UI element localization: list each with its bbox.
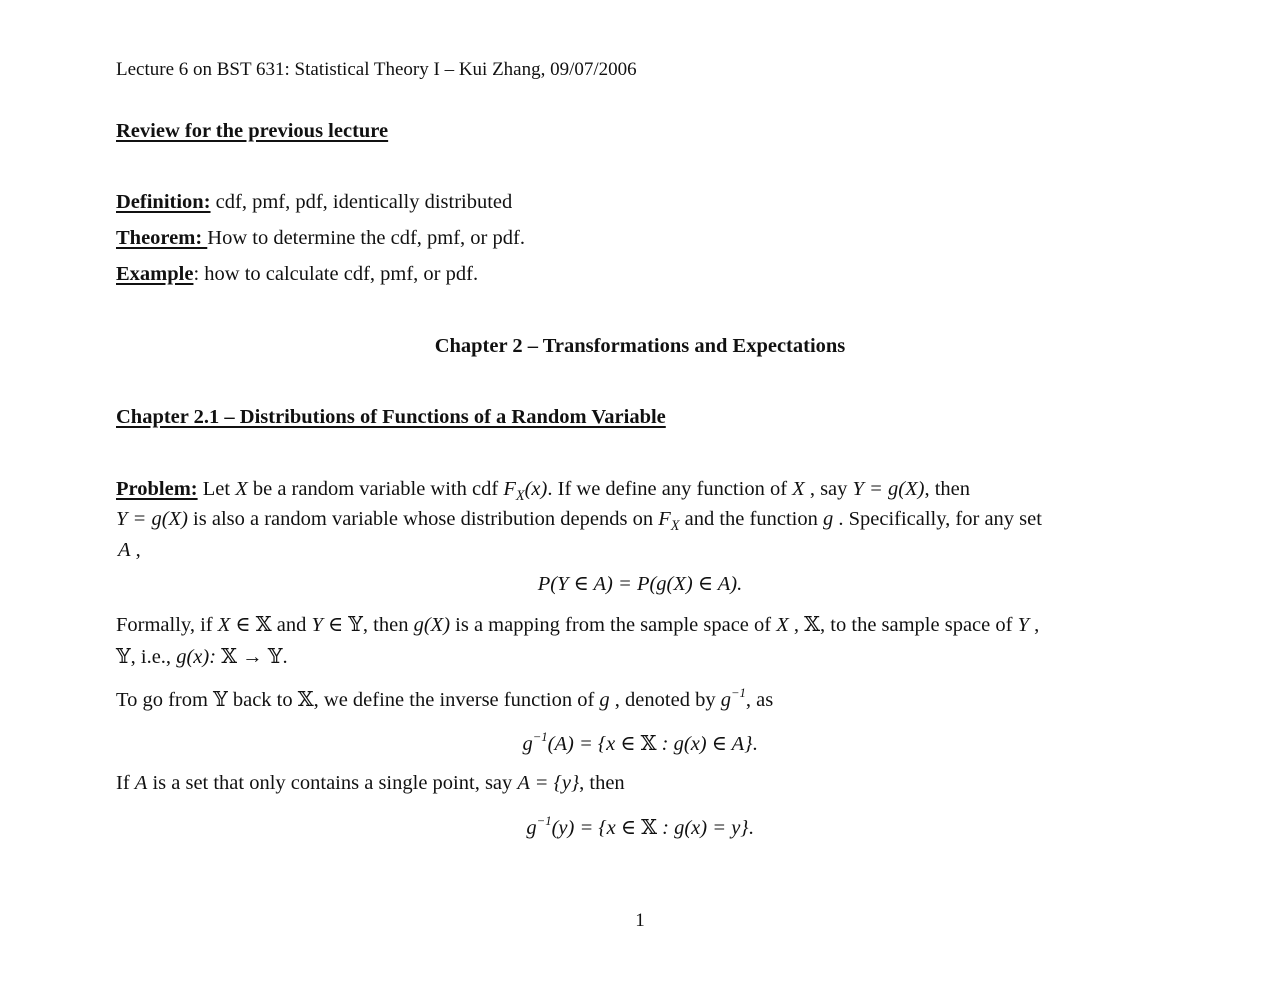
equation-probability: P(Y ∈ A) = P(g(X) ∈ A). (537, 573, 743, 595)
theorem-line (116, 226, 525, 250)
theorem-label: Theorem: (116, 227, 208, 249)
math-x: X (235, 478, 248, 500)
text: Let (197, 478, 236, 500)
example-text: : how to calculate cdf, pmf, or pdf. (193, 263, 479, 285)
text: is also a random variable whose distribution depends on (187, 508, 659, 530)
page-header: Lecture 6 on BST 631: Statistical Theory I – Kui Zhang, 09/07/2006 (116, 59, 637, 80)
math-cdf: $F_X(x)$ (503, 478, 548, 505)
math-x: X (792, 478, 805, 500)
formally-line-2: 𝕐, i.e., g(x): 𝕏 → 𝕐. (116, 644, 288, 668)
section-title: Chapter 2.1 – Distributions of Functions of a Random Variable (116, 406, 666, 428)
formally-line-1: Formally, if X ∈ 𝕏 and Y ∈ 𝕐, then g(X) is a mapping from the sample space of X , 𝕏, to the sample space of Y , (116, 612, 1040, 636)
text: be a random variable with cdf (247, 478, 504, 500)
example-line (116, 262, 478, 286)
problem-line-3 (118, 538, 141, 562)
text: . Specifically, for any set (833, 508, 1042, 530)
chapter-title: Chapter 2 – Transformations and Expectations (434, 335, 846, 357)
math-f: $F_X$ (658, 508, 680, 535)
text: and the function (679, 508, 823, 530)
inverse-line: To go from 𝕐 back to 𝕏, we define the inverse function of g , denoted by $g^{-1}$, as (116, 686, 774, 711)
definition-line (116, 190, 512, 214)
math-y-eq: Y = g(X) (852, 478, 925, 500)
math-y-eq: Y = g(X) (116, 508, 188, 530)
problem-line-2 (116, 507, 1042, 535)
text: , then (924, 478, 970, 500)
single-point-line: If A is a set that only contains a single point, say A = {y}, then (116, 772, 625, 794)
text: , (130, 539, 141, 561)
review-heading: Review for the previous lecture (116, 120, 389, 142)
definition-text: cdf, pmf, pdf, identically distributed (210, 191, 513, 213)
equation-inverse-set: $g^{-1}(A) = \{x$ ∈ 𝕏 : g(x) ∈ A}. (522, 730, 758, 755)
math-a: A (118, 539, 131, 561)
text: . If we define any function of (547, 478, 793, 500)
example-label: Example (116, 263, 194, 285)
theorem-text: How to determine the cdf, pmf, or pdf. (207, 227, 525, 249)
page-number: 1 (635, 910, 645, 931)
text: , say (804, 478, 853, 500)
definition-label: Definition: (116, 191, 211, 213)
problem-label: Problem: (116, 478, 198, 500)
math-g: g (822, 508, 834, 530)
problem-line-1 (116, 477, 970, 505)
equation-inverse-point: $g^{-1}(y) = \{x$ ∈ 𝕏 : g(x) = y}. (526, 814, 754, 839)
